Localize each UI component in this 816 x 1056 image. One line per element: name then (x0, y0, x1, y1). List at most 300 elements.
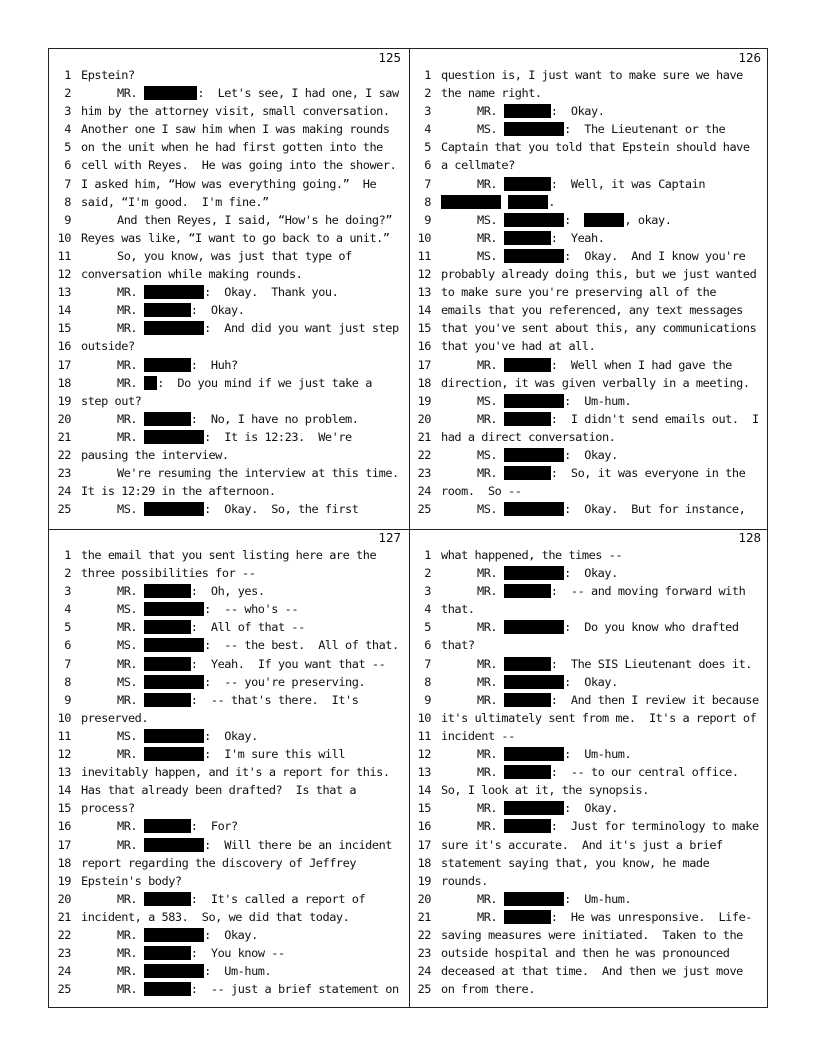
line-text-segment: So, I look at it, the synopsis. (441, 783, 649, 798)
line-text (441, 446, 765, 464)
line-text (81, 138, 405, 156)
line-text-segment: : I didn't send emails out. I (550, 411, 759, 426)
line-text-segment: So, you know, was just that type of (117, 248, 352, 263)
transcript-sheet (48, 48, 768, 1008)
line-text-segment: step out? (81, 393, 142, 408)
line-number: 19 (417, 393, 431, 408)
transcript-line (409, 211, 769, 229)
line-text (81, 727, 405, 745)
transcript-line (409, 763, 769, 781)
line-text-segment: : Do you know who drafted (564, 620, 739, 635)
line-text-segment: sure it's accurate. And it's just a brief (441, 837, 723, 852)
line-text (441, 319, 765, 337)
redaction-box (508, 195, 548, 209)
line-number: 5 (424, 620, 431, 635)
line-text (441, 500, 765, 518)
line-text (81, 265, 405, 283)
line-text (81, 247, 405, 265)
transcript-page (409, 529, 769, 1009)
line-text-segment: preserved. (81, 710, 149, 725)
line-text (81, 446, 405, 464)
redaction-box (504, 765, 551, 779)
line-number: 22 (57, 447, 71, 462)
line-text-segment: MR. (477, 765, 504, 780)
line-text-segment: MS. (117, 728, 144, 743)
line-text-segment: : Huh? (190, 357, 238, 372)
line-number: 21 (57, 429, 71, 444)
line-text-segment: MS. (117, 502, 144, 517)
transcript-line (409, 500, 769, 518)
line-text (81, 799, 405, 817)
transcript-line (409, 247, 769, 265)
line-number: 25 (57, 502, 71, 517)
line-text-segment: : -- to our central office. (550, 765, 739, 780)
line-text-segment: MR. (477, 656, 504, 671)
line-text-segment: , okay. (624, 212, 672, 227)
line-text-segment: MR. (117, 927, 144, 942)
line-text (441, 655, 765, 673)
line-text-segment: rounds. (441, 873, 488, 888)
line-text-segment: MR. (117, 891, 144, 906)
line-text-segment: Another one I saw him when I was making rounds (81, 122, 390, 137)
line-text-segment: : Will there be an incident (204, 837, 392, 852)
line-number: 1 (424, 548, 431, 562)
page-lines (409, 66, 769, 518)
line-text-segment: MS. (477, 248, 504, 263)
line-number: 4 (64, 602, 71, 617)
line-number: 15 (57, 801, 71, 816)
line-text-segment: : So, it was everyone in the (550, 466, 746, 481)
line-text-segment: : Just for terminology to make (550, 819, 759, 834)
redaction-box (504, 358, 551, 372)
transcript-line (409, 673, 769, 691)
line-text-segment: Has that already been drafted? Is that a (81, 783, 357, 798)
line-number: 3 (424, 104, 431, 119)
transcript-line (409, 356, 769, 374)
redaction-box (144, 675, 204, 689)
transcript-line (49, 283, 409, 301)
line-number: 11 (57, 248, 71, 263)
transcript-line (49, 582, 409, 600)
transcript-line (49, 193, 409, 211)
transcript-line (49, 446, 409, 464)
line-number: 3 (424, 584, 431, 599)
line-text (81, 175, 405, 193)
line-number: 22 (417, 447, 431, 462)
transcript-line (49, 564, 409, 582)
line-text (441, 564, 765, 582)
line-number: 17 (417, 837, 431, 852)
line-text-segment: : Okay. But for instance, (564, 502, 746, 517)
line-number: 6 (424, 158, 431, 173)
line-text-segment: incident -- (441, 728, 515, 743)
line-number: 12 (57, 267, 71, 282)
line-text-segment: : Um-hum. (204, 964, 272, 979)
line-text (81, 600, 405, 618)
transcript-line (49, 836, 409, 854)
redaction-box (144, 86, 198, 100)
transcript-line (49, 247, 409, 265)
line-number: 21 (417, 909, 431, 924)
line-text-segment: Epstein's body? (81, 873, 182, 888)
line-text (441, 84, 765, 102)
line-text-segment: : And did you want just step (204, 321, 399, 336)
line-number: 12 (417, 267, 431, 282)
line-text-segment: said, “I'm good. I'm fine.” (81, 194, 269, 209)
line-text-segment: MR. (477, 747, 504, 762)
line-text (81, 944, 405, 962)
line-text (81, 836, 405, 854)
line-text-segment: MR. (117, 86, 144, 101)
line-text-segment: : (564, 212, 585, 227)
line-text-segment: : Yeah. If you want that -- (190, 656, 386, 671)
redaction-box (504, 104, 551, 118)
transcript-line (49, 229, 409, 247)
transcript-line (409, 980, 769, 998)
line-text-segment: MR. (477, 801, 504, 816)
transcript-line (49, 138, 409, 156)
line-text-segment: : You know -- (190, 946, 285, 961)
transcript-line (409, 138, 769, 156)
redaction-box (144, 502, 204, 516)
transcript-line (49, 374, 409, 392)
line-text (81, 392, 405, 410)
redaction-box (504, 675, 564, 689)
line-text-segment: : Okay. So, the first (204, 502, 359, 517)
line-text-segment: It is 12:29 in the afternoon. (81, 484, 276, 499)
line-text-segment: : I'm sure this will (204, 747, 346, 762)
redaction-box (504, 213, 564, 227)
line-text-segment: MR. (117, 584, 144, 599)
line-text (81, 980, 405, 998)
transcript-line (49, 618, 409, 636)
transcript-line (409, 854, 769, 872)
line-text (441, 781, 765, 799)
redaction-box (144, 946, 191, 960)
redaction-box (144, 638, 204, 652)
line-text-segment: emails that you referenced, any text messages (441, 303, 743, 318)
line-text (441, 600, 765, 618)
line-text (81, 709, 405, 727)
redaction-box (504, 819, 551, 833)
transcript-line (49, 319, 409, 337)
redaction-box (144, 358, 191, 372)
redaction-box (504, 566, 564, 580)
line-text-segment: on from there. (441, 982, 535, 997)
line-number: 11 (417, 248, 431, 263)
line-text-segment: the name right. (441, 86, 542, 101)
line-text-segment: : Well, it was Captain (550, 176, 706, 191)
line-number: 25 (417, 982, 431, 997)
line-number: 6 (424, 638, 431, 653)
line-text (81, 337, 405, 355)
line-text (441, 745, 765, 763)
transcript-line (409, 464, 769, 482)
transcript-line (49, 337, 409, 355)
line-number: 3 (64, 104, 71, 119)
transcript-line (409, 564, 769, 582)
line-text-segment: : -- you're preserving. (204, 674, 366, 689)
line-text-segment: MR. (477, 909, 504, 924)
line-number: 23 (57, 466, 71, 481)
line-text (81, 374, 405, 392)
line-text-segment: probably already doing this, but we just wanted (441, 267, 757, 282)
line-text-segment: MS. (477, 447, 504, 462)
line-number: 10 (417, 230, 431, 245)
line-text (441, 709, 765, 727)
line-number: 7 (424, 656, 431, 671)
line-number: 17 (57, 837, 71, 852)
line-text (441, 763, 765, 781)
redaction-box (144, 729, 204, 743)
line-text-segment: report regarding the discovery of Jeffrey (81, 855, 357, 870)
redaction-box (504, 177, 551, 191)
line-text (441, 392, 765, 410)
line-text-segment: that you've had at all. (441, 339, 596, 354)
transcript-line (409, 836, 769, 854)
transcript-line (409, 392, 769, 410)
line-text (81, 564, 405, 582)
line-text (441, 138, 765, 156)
transcript-line (409, 120, 769, 138)
line-number: 4 (64, 122, 71, 137)
line-text-segment: MR. (477, 176, 504, 191)
redaction-box (504, 693, 551, 707)
line-text-segment: on the unit when he had first gotten into the (81, 140, 383, 155)
line-text (441, 175, 765, 193)
line-text-segment: deceased at that time. And then we just move (441, 964, 743, 979)
line-number: 24 (57, 484, 71, 499)
line-text (81, 319, 405, 337)
line-number: 12 (57, 747, 71, 762)
line-text-segment: MS. (117, 638, 144, 653)
line-number: 17 (417, 357, 431, 372)
line-number: 9 (424, 692, 431, 707)
line-text-segment: MR. (117, 303, 144, 318)
line-text (81, 926, 405, 944)
line-text-segment: MS. (477, 212, 504, 227)
line-number: 15 (417, 321, 431, 336)
line-text (441, 247, 765, 265)
line-text-segment: inevitably happen, and it's a report for this. (81, 765, 390, 780)
line-text-segment: MR. (477, 584, 504, 599)
line-number: 24 (57, 964, 71, 979)
line-number: 25 (417, 502, 431, 517)
transcript-line (409, 337, 769, 355)
transcript-page (49, 529, 409, 1009)
line-text (81, 120, 405, 138)
transcript-line (409, 319, 769, 337)
redaction-box (504, 910, 551, 924)
line-text-segment: what happened, the times -- (441, 548, 623, 562)
line-number: 3 (64, 584, 71, 599)
line-text-segment: : Um-hum. (564, 747, 632, 762)
redaction-box (504, 466, 551, 480)
line-text-segment: : Do you mind if we just take a (157, 375, 372, 390)
line-text-segment: that? (441, 638, 475, 653)
redaction-box (144, 964, 204, 978)
line-text (81, 763, 405, 781)
line-text-segment: : Okay. Thank you. (204, 285, 339, 300)
line-number: 9 (424, 212, 431, 227)
line-text-segment: : And then I review it because (550, 692, 759, 707)
line-text-segment: a cellmate? (441, 158, 515, 173)
line-number: 9 (64, 212, 71, 227)
line-text-segment: MR. (477, 620, 504, 635)
line-text-segment: MR. (477, 230, 504, 245)
line-text-segment: We're resuming the interview at this time. (117, 466, 399, 481)
line-text-segment: I asked him, “How was everything going.” He (81, 176, 377, 191)
line-text-segment: three possibilities for -- (81, 566, 256, 581)
line-text-segment: him by the attorney visit, small conversation. (81, 104, 390, 119)
line-number: 2 (64, 86, 71, 101)
line-number: 11 (57, 728, 71, 743)
line-text-segment: question is, I just want to make sure we have (441, 68, 743, 82)
line-text-segment: : Okay. (564, 801, 618, 816)
transcript-line (49, 356, 409, 374)
line-text (441, 546, 765, 564)
line-text-segment: incident, a 583. So, we did that today. (81, 909, 350, 924)
redaction-box (144, 620, 191, 634)
line-text (441, 944, 765, 962)
transcript-line (49, 301, 409, 319)
redaction-box (144, 321, 204, 335)
redaction-box (144, 892, 191, 906)
line-number: 16 (417, 339, 431, 354)
redaction-box (504, 584, 551, 598)
line-text (81, 356, 405, 374)
redaction-box (144, 430, 204, 444)
line-text-segment: : Let's see, I had one, I saw (197, 86, 399, 101)
line-text-segment: : All of that -- (190, 620, 305, 635)
line-text-segment: MR. (477, 411, 504, 426)
line-number: 16 (57, 819, 71, 834)
line-text (81, 817, 405, 835)
redaction-box (144, 303, 191, 317)
transcript-line (49, 691, 409, 709)
line-text-segment: : The SIS Lieutenant does it. (550, 656, 752, 671)
line-number: 1 (64, 68, 71, 82)
transcript-line (409, 745, 769, 763)
transcript-line (49, 66, 409, 84)
line-text-segment: MR. (117, 285, 144, 300)
line-text-segment: MR. (117, 620, 144, 635)
line-text (81, 908, 405, 926)
line-number: 11 (417, 728, 431, 743)
line-number: 18 (57, 855, 71, 870)
line-text-segment: MR. (117, 964, 144, 979)
line-text (441, 799, 765, 817)
line-text-segment: MS. (477, 122, 504, 137)
line-text-segment: pausing the interview. (81, 447, 229, 462)
line-number: 13 (57, 285, 71, 300)
line-text-segment: MR. (477, 819, 504, 834)
transcript-line (49, 926, 409, 944)
line-text-segment: MR. (117, 375, 144, 390)
line-text (81, 854, 405, 872)
line-number: 13 (417, 285, 431, 300)
line-text (81, 636, 405, 654)
transcript-line (409, 229, 769, 247)
line-text-segment: : -- who's -- (204, 602, 299, 617)
page-lines (49, 66, 409, 518)
line-text-segment: And then Reyes, I said, “How's he doing?” (117, 212, 393, 227)
line-text-segment: conversation while making rounds. (81, 267, 303, 282)
line-text-segment: MR. (117, 982, 144, 997)
line-text-segment: : -- that's there. It's (190, 692, 359, 707)
line-text (441, 283, 765, 301)
line-text (441, 890, 765, 908)
line-number: 24 (417, 964, 431, 979)
transcript-line (49, 500, 409, 518)
line-number: 7 (424, 176, 431, 191)
line-text-segment: MR. (117, 357, 144, 372)
line-text-segment: to make sure you're preserving all of the (441, 285, 717, 300)
redaction-box (441, 195, 501, 209)
line-number: 6 (64, 638, 71, 653)
line-text (441, 727, 765, 745)
transcript-line (409, 817, 769, 835)
transcript-line (49, 482, 409, 500)
line-number: 17 (57, 357, 71, 372)
transcript-line (409, 84, 769, 102)
transcript-line (409, 600, 769, 618)
line-text-segment: : Okay. (204, 927, 258, 942)
transcript-line (49, 600, 409, 618)
line-text (441, 337, 765, 355)
transcript-line (49, 890, 409, 908)
line-number: 10 (417, 710, 431, 725)
line-text-segment: had a direct conversation. (441, 429, 616, 444)
redaction-box (144, 602, 204, 616)
transcript-line (409, 872, 769, 890)
line-text (81, 872, 405, 890)
line-text (441, 265, 765, 283)
line-text (441, 374, 765, 392)
line-text-segment: : -- and moving forward with (550, 584, 746, 599)
line-number: 14 (57, 783, 71, 798)
line-text-segment: MS. (477, 502, 504, 517)
transcript-line (49, 709, 409, 727)
transcript-line (49, 727, 409, 745)
redaction-box (504, 122, 564, 136)
line-text (81, 890, 405, 908)
transcript-line (49, 546, 409, 564)
line-text (441, 908, 765, 926)
line-text (441, 854, 765, 872)
line-text-segment: : Okay. (564, 674, 618, 689)
line-text-segment: it's ultimately sent from me. It's a report of (441, 710, 757, 725)
line-text (441, 962, 765, 980)
line-number: 16 (57, 339, 71, 354)
line-text-segment: MR. (477, 692, 504, 707)
line-text (441, 156, 765, 174)
line-text (81, 156, 405, 174)
transcript-line (49, 175, 409, 193)
redaction-box (504, 657, 551, 671)
line-number: 8 (64, 194, 71, 209)
line-text (441, 673, 765, 691)
line-text (441, 229, 765, 247)
line-text (441, 428, 765, 446)
transcript-line (49, 673, 409, 691)
line-text (441, 66, 765, 84)
line-text (441, 817, 765, 835)
transcript-line (49, 872, 409, 890)
transcript-line (409, 727, 769, 745)
line-text-segment: : Okay. (564, 447, 618, 462)
line-number: 8 (424, 674, 431, 689)
